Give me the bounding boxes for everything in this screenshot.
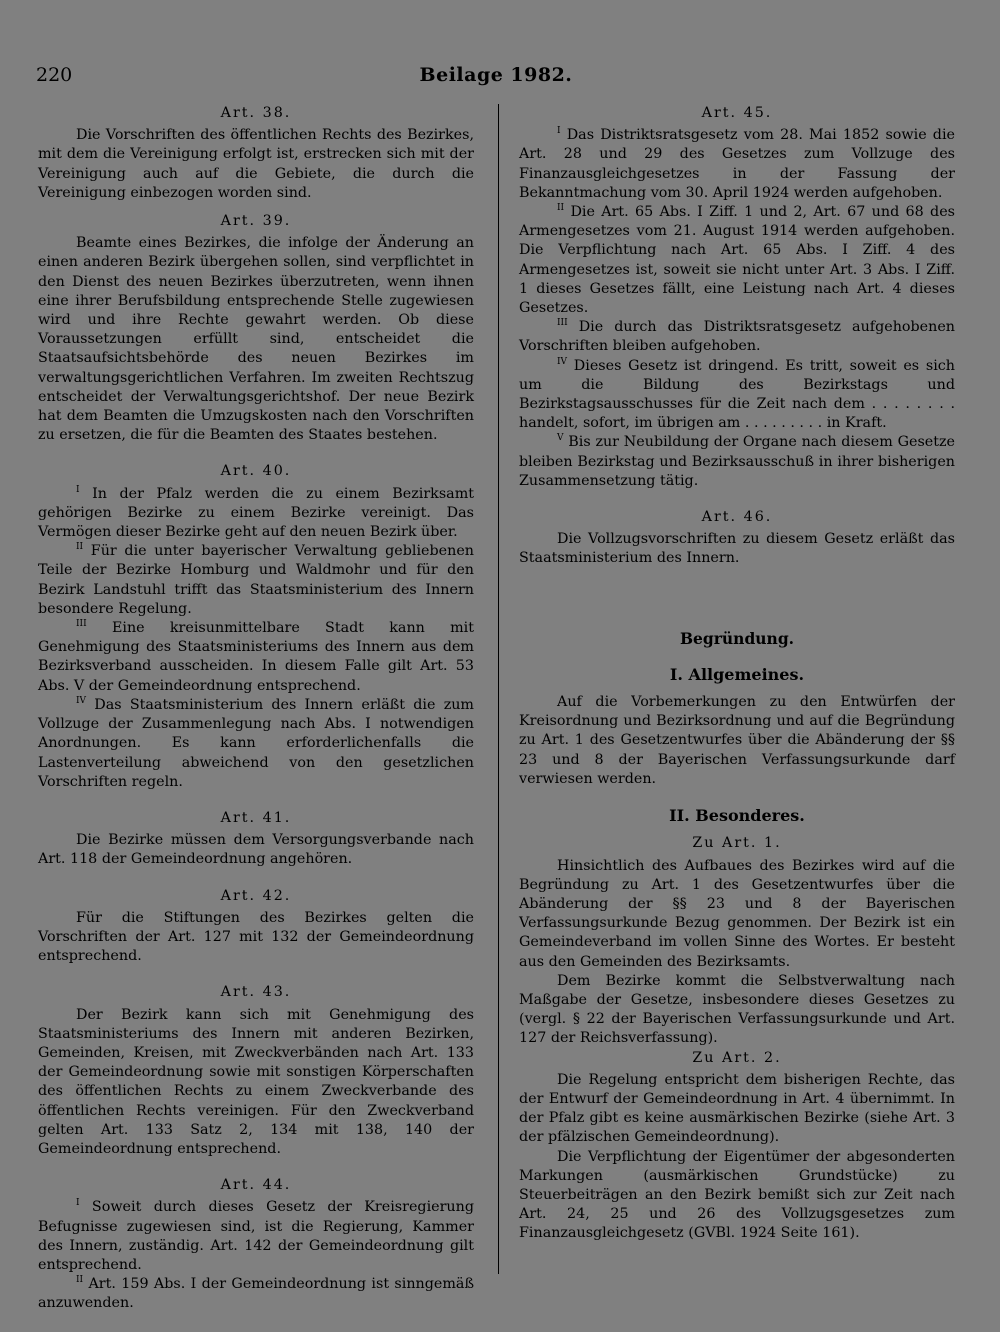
article-heading: Art. 39. <box>220 213 292 230</box>
paragraph <box>38 619 474 696</box>
article-heading: Art. 42. <box>220 887 292 904</box>
paragraph-text: Eine kreisunmittelbare Stadt kann mit Genehmigung des Staatsministeriums des Innern aus dem Bezirksverband ausscheiden. In diesem Falle gilt Art. 53 Abs. V der Gemeindeordnung entsprechend. <box>38 620 475 694</box>
paragraph-marker: III <box>76 619 87 630</box>
paragraph-marker: I <box>76 484 80 495</box>
article-heading: Zu Art. 2. <box>692 1049 782 1066</box>
paragraph: Auf die Vorbemerkungen zu den Entwürfen der Kreisordnung und Bezirksordnung und auf die Begründung zu Art. 1 des Gesetzentwurfes über die Abänderung der §§ 23 und 8 der Bayerischen Verfassungsurkunde darf verwiesen werden. <box>519 694 955 787</box>
paragraph-marker: V <box>557 433 564 444</box>
paragraph <box>519 126 955 203</box>
page-number: 220 <box>36 64 73 86</box>
article-heading: Art. 40. <box>220 463 292 480</box>
article-heading: Art. 38. <box>220 105 292 121</box>
paragraph: Die Verpflichtung der Eigentümer der abgesonderten Markungen (ausmärkischen Grundstücke) zu Steuerbeiträgen an den Bezirk bemißt sich zur Zeit nach Art. 24, 25 und 26 des Vollzugsgesetzes zum Finanzausgleichgesetz (GVBl. 1924 Seite 161). <box>519 1148 955 1242</box>
paragraph-marker: IV <box>76 696 87 707</box>
paragraph-marker: II <box>557 203 565 214</box>
left-column <box>38 104 474 1314</box>
paragraph: Die Vollzugsvorschriften zu diesem Gesetz erläßt das Staatsministerium des Innern. <box>519 531 955 567</box>
paragraph-marker: II <box>76 542 84 553</box>
paragraph <box>38 1275 474 1313</box>
paragraph-text: Art. 159 Abs. I der Gemeindeordnung ist sinngemäß anzuwenden. <box>38 1276 475 1312</box>
paragraph: Die Bezirke müssen dem Versorgungsverbande nach Art. 118 der Gemeindeordnung angehören. <box>38 832 474 868</box>
page-header <box>36 64 956 92</box>
section-heading: II. Besonderes. <box>669 806 805 826</box>
paragraph: Hinsichtlich des Aufbaues des Bezirkes wird auf die Begründung zu Art. 1 des Gesetzentwurfes über die Abänderung der §§ 23 und 8 der Bayerischen Verfassungsurkunde Bezug genommen. Der Bezirk ist ein Gemeindeverband im vollen Sinne des Wortes. Er besteht aus den Gemeinden des Bezirksamts. <box>519 857 955 970</box>
section-title: Begründung. <box>679 628 795 648</box>
article-heading: Art. 46. <box>701 509 773 526</box>
paragraph-text: Die durch das Distriktsratsgesetz aufgehobenen Vorschriften bleiben aufgehoben. <box>519 319 955 355</box>
paragraph <box>519 433 955 491</box>
paragraph: Für die Stiftungen des Bezirkes gelten die Vorschriften der Art. 127 mit 132 der Gemeindeordnung entsprechend. <box>38 909 474 965</box>
running-title: Beilage 1982. <box>419 64 573 86</box>
paragraph: Die Vorschriften des öffentlichen Rechts des Bezirkes, mit dem die Vereinigung erfolgt ist, erstrecken sich mit der Vereinigung auch auf die Gebiete, die durch die Vereinigung einbezogen worden sind. <box>38 127 474 201</box>
paragraph-text: Das Staatsministerium des Innern erläßt die zum Vollzuge der Zusammenlegung nach Abs. I notwendigen Anordnungen. Es kann erforderlichenfalls die Lastenverteilung abweichend von den gesetzlichen Vorschriften regeln. <box>38 696 474 790</box>
paragraph <box>519 203 955 318</box>
paragraph <box>38 696 474 792</box>
paragraph-text: Bis zur Neubildung der Organe nach diesem Gesetze bleiben Bezirkstag und Bezirksausschuß in ihrer bisherigen Zusammensetzung tätig. <box>519 434 956 489</box>
paragraph <box>519 357 955 434</box>
paragraph-text: Das Distriktsratsgesetz vom 28. Mai 1852 sowie die Art. 28 und 29 des Gesetzes zum Vollzuge des Finanzausgleichgesetzes in der Fassung der Bekanntmachung vom 30. April 1924 werden aufgehoben. <box>519 127 955 201</box>
paragraph-text: Dieses Gesetz ist dringend. Es tritt, soweit es sich um die Bildung des Bezirkstags und Bezirkstagsausschusses für die Zeit nach dem . . . . . . . . handelt, sofort, im übrigen am . . . . . . . . . in Kraft. <box>519 357 955 432</box>
paragraph <box>38 1198 474 1275</box>
article-heading: Art. 41. <box>220 809 292 826</box>
paragraph: Dem Bezirke kommt die Selbstverwaltung nach Maßgabe der Gesetze, insbesondere dieses Gesetzes zu (vergl. § 22 der Bayerischen Verfassungsurkunde und Art. 127 der Reichsverfassung). <box>519 972 955 1047</box>
paragraph-marker: IV <box>557 356 568 367</box>
article-heading: Art. 45. <box>701 105 773 121</box>
paragraph-marker: II <box>76 1275 84 1286</box>
paragraph-text: In der Pfalz werden die zu einem Bezirksamt gehörigen Bezirke zu einem Bezirke vereinigt. Das Vermögen dieser Bezirke geht auf den neuen Bezirk über. <box>38 485 474 541</box>
paragraph <box>38 485 474 543</box>
paragraph: Die Regelung entspricht dem bisherigen Rechte, das der Entwurf der Gemeindeordnung in Art. 4 übernimmt. In der Pfalz gibt es keine ausmärkischen Bezirke (siehe Art. 3 der pfälzischen Gemeindeordnung). <box>519 1071 955 1146</box>
paragraph <box>38 542 474 619</box>
column-divider <box>498 104 499 1274</box>
article-heading: Art. 44. <box>220 1177 292 1194</box>
paragraph: Der Bezirk kann sich mit Genehmigung des Staatsministeriums des Innern mit anderen Bezirken, Gemeinden, Kreisen, mit Zweckverbänden nach Art. 133 der Gemeindeordnung sowie mit sonstigen Körperschaften des öffentlichen Rechts zu einem Zweckverbande des öffentlichen Rechts vereinigen. Für den Zweckverband gelten Art. 133 Satz 2, 134 mit 138, 140 der Gemeindeordnung entsprechend. <box>38 1006 474 1157</box>
paragraph-text: Soweit durch dieses Gesetz der Kreisregierung Befugnisse zugewiesen sind, ist die Regierung, Kammer des Innern, zuständig. Art. 142 der Gemeindeordnung gilt entsprechend. <box>38 1199 474 1273</box>
article-heading: Zu Art. 1. <box>692 835 782 852</box>
paragraph-marker: I <box>557 126 561 137</box>
paragraph-text: Für die unter bayerischer Verwaltung gebliebenen Teile der Bezirke Homburg und Waldmohr und für den Bezirk Landstuhl trifft das Staatsministerium des Innern besondere Regelung. <box>38 543 475 617</box>
paragraph-text: Die Art. 65 Abs. I Ziff. 1 und 2, Art. 67 und 68 des Armengesetzes vom 21. August 1914 werden aufgehoben. Die Verpflichtung nach Art. 65 Abs. I Ziff. 4 des Armengesetzes ist, soweit sie nicht unter Art. 3 Abs. I Ziff. 1 dieses Gesetzes fällt, eine Leistung nach Art. 4 dieses Gesetzes. <box>519 204 955 317</box>
article-heading: Art. 43. <box>220 984 292 1001</box>
section-heading: I. Allgemeines. <box>669 664 805 684</box>
paragraph: Beamte eines Bezirkes, die infolge der Änderung an einen anderen Bezirk übergehen sollen, sind verpflichtet in den Dienst des neuen Bezirkes überzutreten, wenn ihnen eine ihrer Berufsbildung entsprechende Stelle zugewiesen wird und ihre Rechte gewahrt werden. Ob diese Voraussetzungen erfüllt sind, entscheidet die Staatsaufsichtsbehörde des neuen Bezirkes im verwaltungsgerichtlichen Verfahren. Im zweiten Rechtszug entscheidet der Verwaltungsgerichtshof. Der neue Bezirk hat dem Beamten die Umzugskosten nach den Vorschriften zu ersetzen, die für die Beamten des Staates bestehen. <box>38 235 474 444</box>
paragraph-marker: III <box>557 318 568 329</box>
paragraph <box>519 318 955 356</box>
right-column <box>519 104 955 1244</box>
paragraph-marker: I <box>76 1198 80 1209</box>
